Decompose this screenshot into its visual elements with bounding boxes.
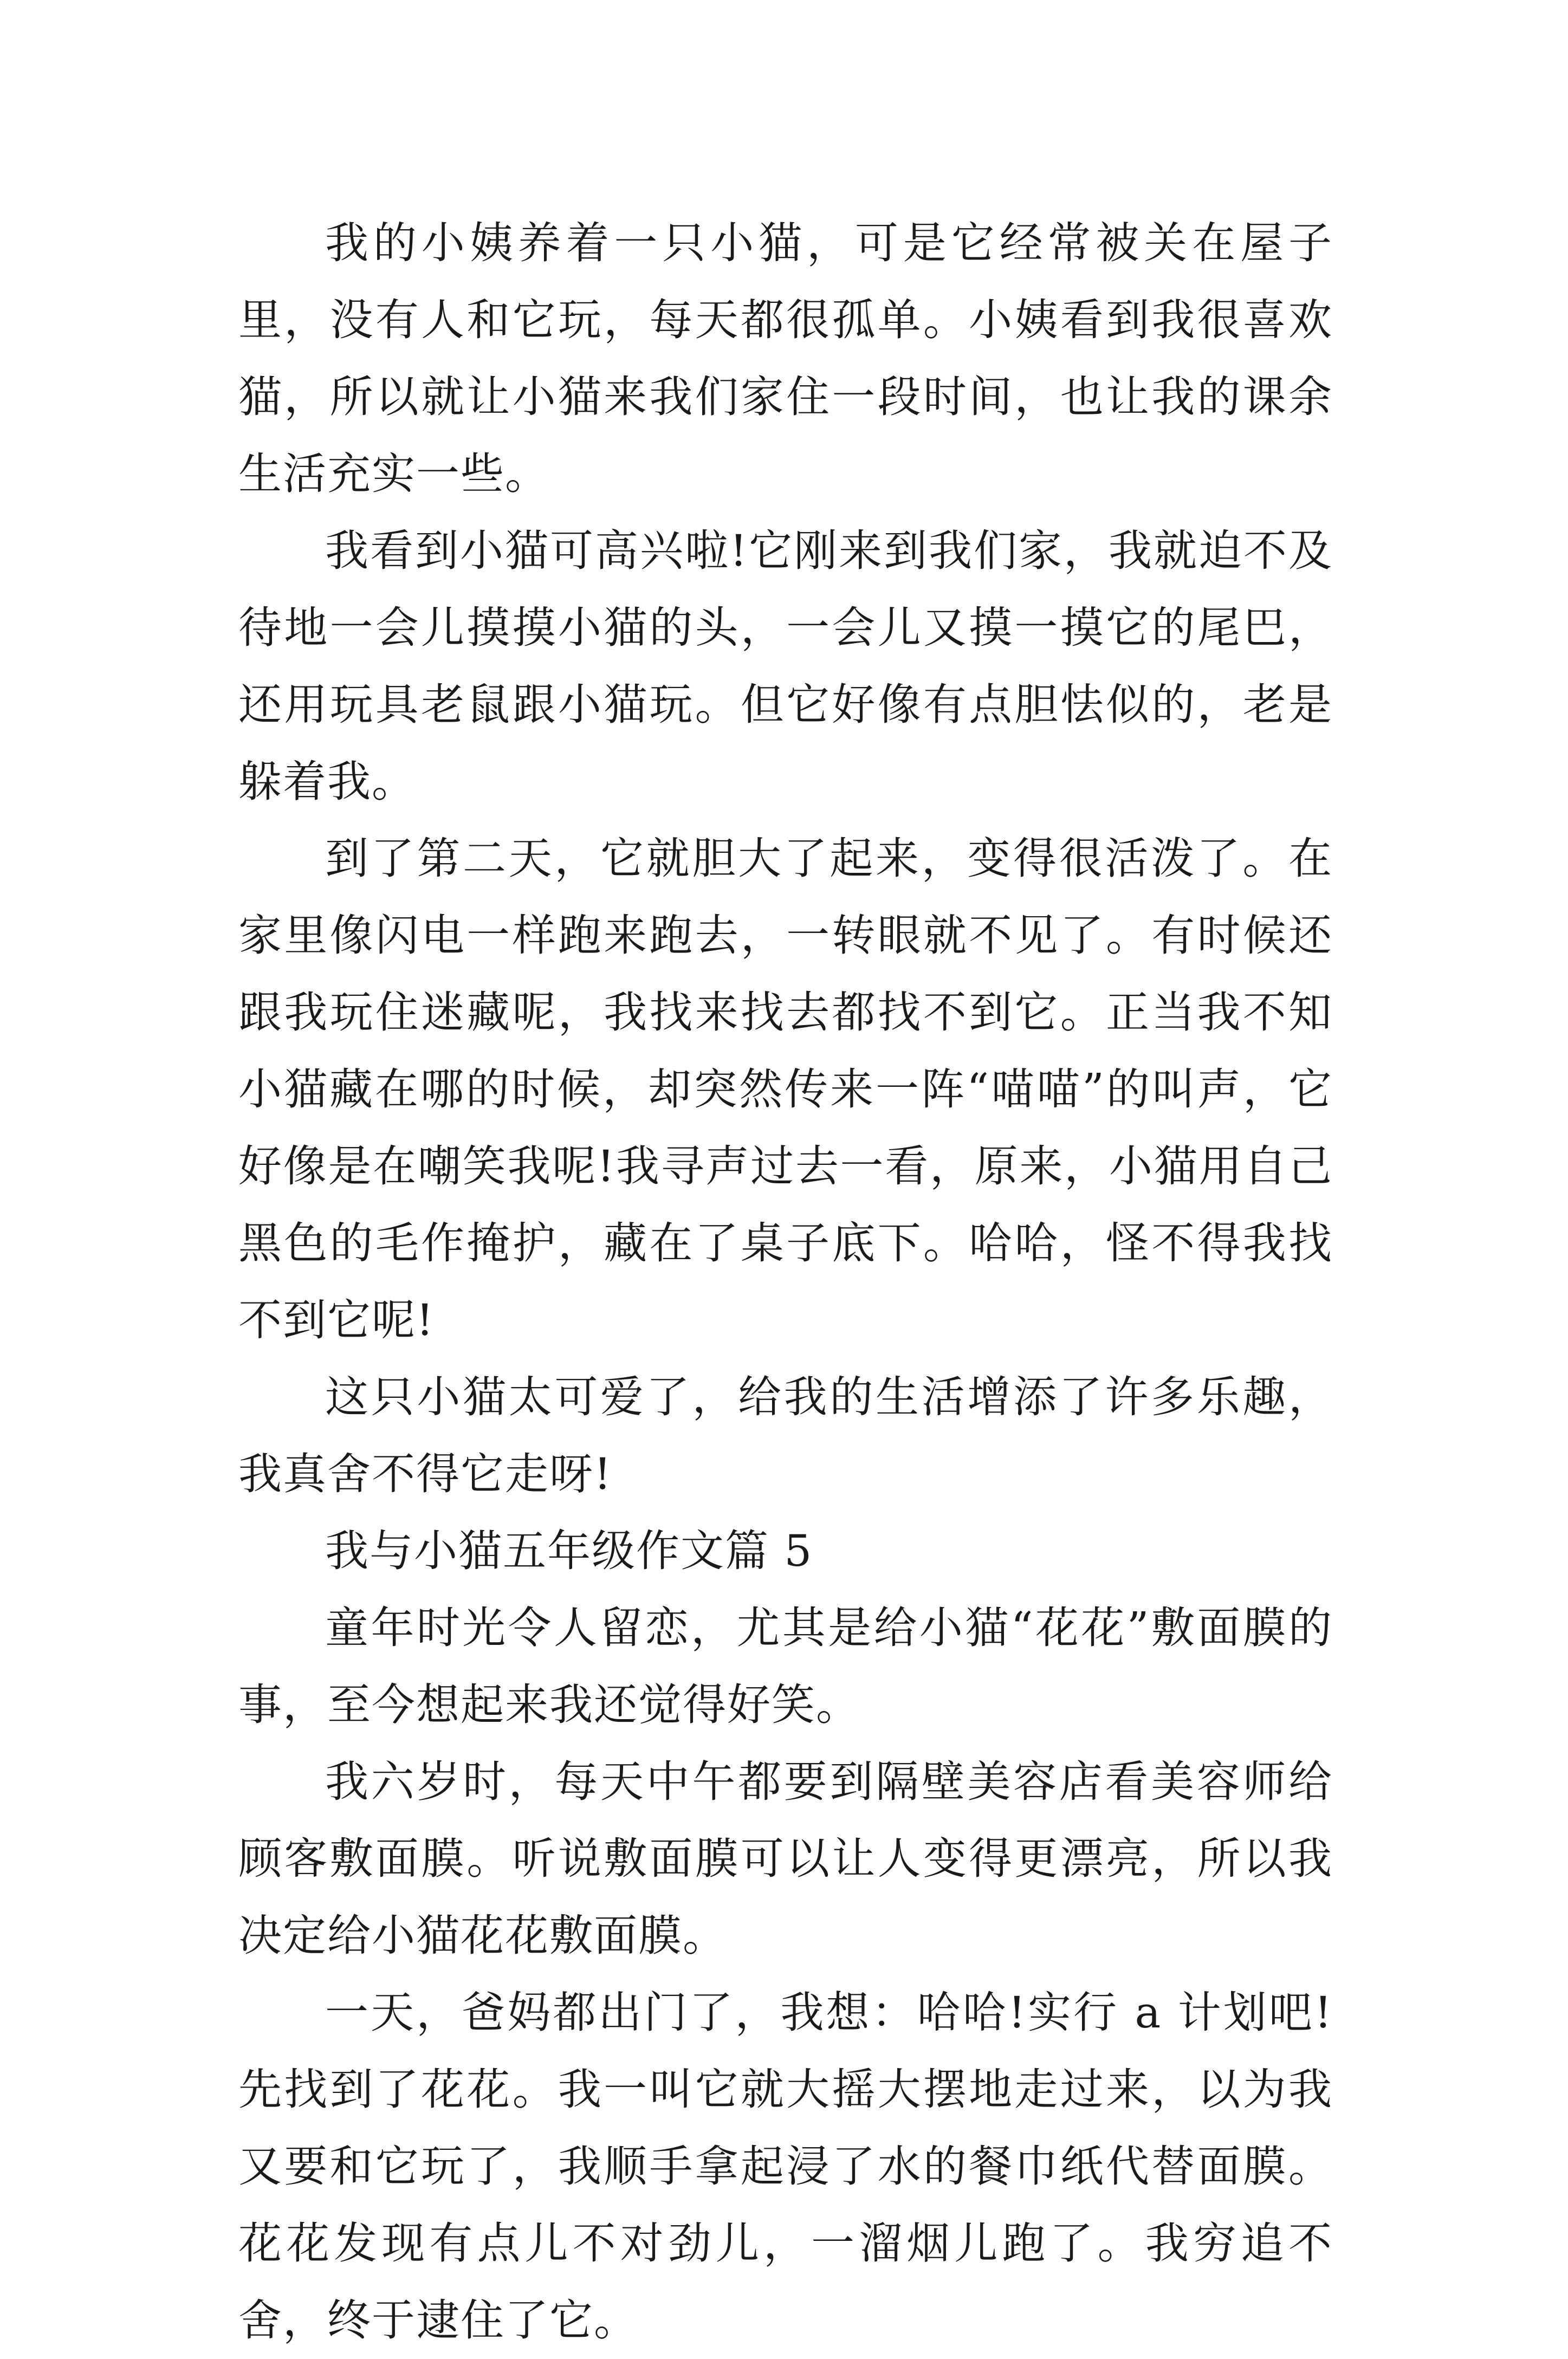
paragraph: 我看到小猫可高兴啦!它刚来到我们家，我就迫不及待地一会儿摸摸小猫的头，一会儿又摸一摸它的尾巴，还用玩具老鼠跟小猫玩。但它好像有点胆怯似的，老是躲着我。 [238, 526, 1333, 807]
section-heading: 我与小猫五年级作文篇 5 [325, 1526, 813, 1576]
paragraph: 童年时光令人留恋，尤其是给小猫“花花”敷面膜的事，至今想起来我还觉得好笑。 [238, 1603, 1333, 1730]
paragraph: 我六岁时，每天中午都要到隔壁美容店看美容师给顾客敷面膜。听说敷面膜可以让人变得更漂亮，所以我决定给小猫花花敷面膜。 [238, 1757, 1333, 1961]
paragraph: 这只小猫太可爱了，给我的生活增添了许多乐趣，我真舍不得它走呀! [238, 1372, 1333, 1499]
paragraph: 到了第二天，它就胆大了起来，变得很活泼了。在家里像闪电一样跑来跑去，一转眼就不见了。有时候还跟我玩住迷藏呢，我找来找去都找不到它。正当我不知小猫藏在哪的时候，却突然传来一阵“喵喵”的叫声，它好像是在嘲笑我呢!我寻声过去一看，原来，小猫用自己黑色的毛作掩护，藏在了桌子底下。哈哈，怪不得我找不到它呢! [238, 833, 1333, 1345]
paragraph: 我的小姨养着一只小猫，可是它经常被关在屋子里，没有人和它玩，每天都很孤单。小姨看到我很喜欢猫，所以就让小猫来我们家住一段时间，也让我的课余生活充实一些。 [238, 218, 1333, 499]
paragraph: 一天，爸妈都出门了，我想：哈哈!实行 a 计划吧!先找到了花花。我一叫它就大摇大摆地走过来，以为我又要和它玩了，我顺手拿起浸了水的餐巾纸代替面膜。花花发现有点儿不对劲儿，一溜烟儿跑了。我穷追不舍，终于逮住了它。 [238, 1987, 1333, 2345]
document-body [238, 205, 1333, 2359]
